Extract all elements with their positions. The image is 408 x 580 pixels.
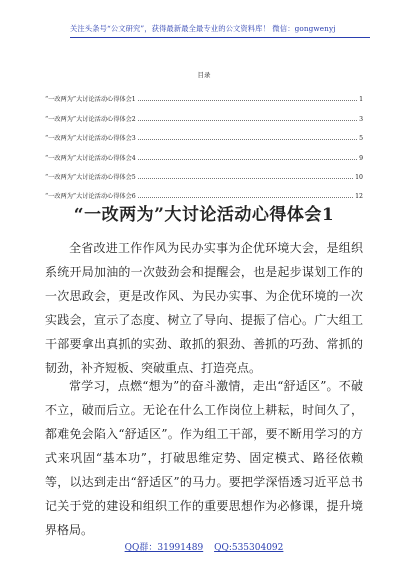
toc-entry-page: 10 [355,173,363,181]
toc-entry-page: 1 [359,96,363,104]
table-of-contents [45,84,363,200]
page-header: 关注头条号“公文研究”，获得最新最全最专业的公文资料库！ 微信：gongwenyj [70,24,370,38]
toc-leader-dots [138,197,353,198]
footer-qq-group: QQ群：31991489 [124,543,204,553]
toc-leader-dots [138,139,357,140]
toc-entry-page: 12 [355,193,363,201]
toc-entry-label: “一改两为”大讨论活动心得体会1 [45,96,136,104]
toc-entry-label: “一改两为”大讨论活动心得体会5 [45,173,136,181]
toc-entry[interactable] [45,142,363,161]
toc-entry[interactable] [45,103,363,122]
page-footer [0,540,408,553]
toc-entry[interactable] [45,84,363,103]
toc-entry-label: “一改两为”大讨论活动心得体会4 [45,154,136,162]
toc-leader-dots [138,159,357,160]
footer-qq-contact: QQ:535304092 [214,543,284,553]
toc-entry-page: 5 [359,135,363,143]
document-title: “一改两为”大讨论活动心得体会1 [73,205,335,225]
toc-entry-page: 3 [359,115,363,123]
toc-entry-page: 9 [359,154,363,162]
toc-entry[interactable] [45,162,363,181]
toc-entry-label: “一改两为”大讨论活动心得体会6 [45,193,136,201]
toc-leader-dots [138,120,357,121]
toc-entry[interactable] [45,181,363,200]
body-paragraph: 全省改进工作作风为民办实事为企优环境大会，是组织系统开局加油的一次鼓劲会和提醒会，也是起步谋划工作的一次思政会，更是改作风、为民办实事、为企优环境的一次实践会，宣示了态度、树立了导向、提振了信心。广大组工干部要拿出真抓的实劲、敢抓的狠劲、善抓的巧劲、常抓的韧劲，补齐短板、突破重点、打造亮点。 [45,241,363,375]
toc-title: 目录 [197,71,211,79]
toc-entry-label: “一改两为”大讨论活动心得体会3 [45,135,136,143]
body-paragraph: 常学习，点燃“想为”的奋斗激情，走出“舒适区”。不破不立，破而后立。无论在什么工作岗位上耕耘，时间久了，都难免会陷入“舒适区”。作为组工干部，要不断用学习的方式来巩固“基本功”，打破思维定势、固定模式、路径依赖等，以达到走出“舒适区”的马力。要把学深悟透习近平总书记关于党的建设和组织工作的重要思想作为必修课，提升境界格局。 [45,379,363,537]
toc-entry[interactable] [45,123,363,142]
toc-entry-label: “一改两为”大讨论活动心得体会2 [45,115,136,123]
toc-leader-dots [138,100,357,101]
toc-leader-dots [138,178,353,179]
